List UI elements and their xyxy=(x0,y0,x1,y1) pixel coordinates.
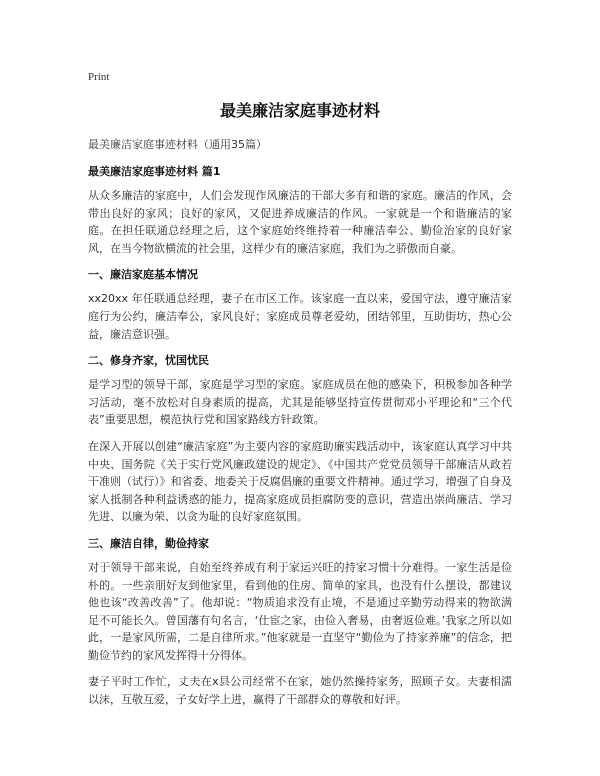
section-heading-2: 二、修身齐家，忧国忧民 xyxy=(88,354,209,368)
section-2-paragraph-1: 是学习型的领导干部，家庭是学习型的家庭。家庭成员在他的感染下，积极参加各种学习活动，毫不放松对自身素质的提高，尤其是能够坚持宣传贯彻邓小平理论和“三个代表”重要思想，模范执行党和国家路线方针政策。 xyxy=(88,378,512,427)
section-1-paragraph-1: xx20xx 年任联通总经理，妻子在市区工作。该家庭一直以来，爱国守法，遵守廉洁家庭行为公约，廉洁奉公，家风良好；家庭成员尊老爱幼，团结邻里，互助街坊，热心公益，廉洁意识强。 xyxy=(88,292,512,341)
section-3-paragraph-2: 妻子平时工作忙，丈夫在x县公司经常不在家，她仍然操持家务，照顾子女。夫妻相濡以沫，互敬互爱，子女好学上进，赢得了干部群众的尊敬和好评。 xyxy=(88,675,512,707)
page-title: 最美廉洁家庭事迹材料 xyxy=(219,101,380,120)
document-subtitle: 最美廉洁家庭事迹材料（通用35篇） xyxy=(88,138,267,151)
section-2-paragraph-2: 在深入开展以创建“廉洁家庭”为主要内容的家庭助廉实践活动中，该家庭认真学习中共中央、国务院《关于实行党风廉政建设的规定》、《中国共产党党员领导干部廉洁从政若干准则（试行）》和省委、地委关于反腐倡廉的重要文件精神。通过学习，增强了自身及家人抵制各种利益诱惑的能力，提高家庭成员拒腐防变的意识，营造出崇尚廉洁、学习先进、以廉为荣、以贪为耻的良好家庭氛围。 xyxy=(88,439,512,524)
article-heading: 最美廉洁家庭事迹材料 篇1 xyxy=(88,165,221,178)
section-heading-3: 三、廉洁自律，勤俭持家 xyxy=(88,536,209,550)
section-3-paragraph-1: 对于领导干部来说，自始至终养成有利于家运兴旺的持家习惯十分难得。一家生活是俭朴的。一些亲朋好友到他家里，看到他的住房、简单的家具，也没有什么摆设，都建议他也该“改善改善”了。他却说：“物质追求没有止境，不是通过辛勤劳动得来的物欲满足不可能长久。曾国藩有句名言，‘仕宦之家，由俭入奢易，由奢返俭难。’我家之所以如此，一是家风所需，二是自律所求。”他家就是一直坚守“勤俭为了持家养廉”的信念，把勤俭节约的家风发挥得十分得体。 xyxy=(88,560,512,662)
section-heading-1: 一、廉洁家庭基本情况 xyxy=(88,268,198,282)
print-label[interactable]: Print xyxy=(88,71,110,83)
intro-paragraph: 从众多廉洁的家庭中，人们会发现作风廉洁的干部大多有和谐的家庭。廉洁的作风，会带出良好的家风；良好的家风，又促进养成廉洁的作风。一家就是一个和谐廉洁的家庭。在担任联通总经理之后，这个家庭始终维持着一种廉洁奉公、勤俭治家的良好家风，在当今物欲横流的社会里，这样少有的廉洁家庭，我们为之骄傲而自豪。 xyxy=(88,189,512,255)
